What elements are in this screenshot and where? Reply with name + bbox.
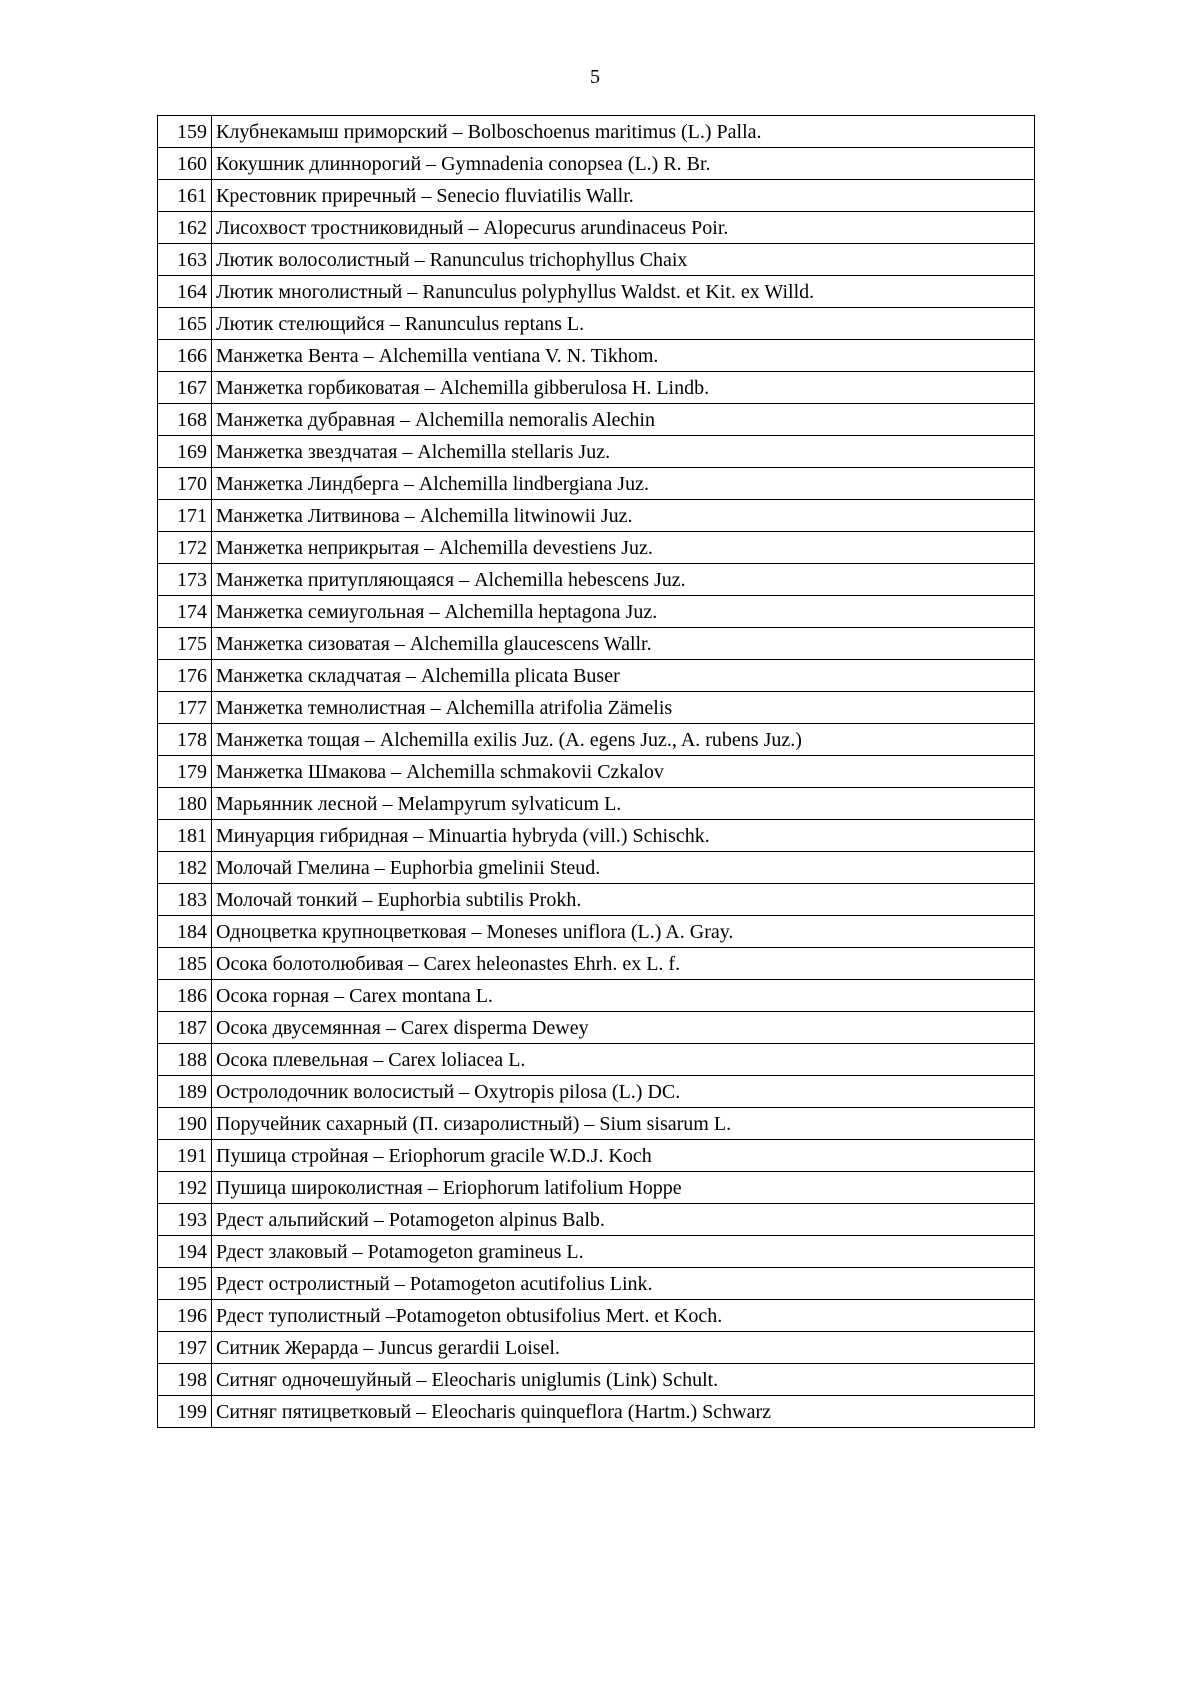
table-row bbox=[158, 116, 1035, 148]
species-name: Манжетка неприкрытая – Alchemilla devestiens Juz. bbox=[212, 532, 1035, 564]
row-number: 182 bbox=[158, 852, 212, 884]
row-number: 195 bbox=[158, 1268, 212, 1300]
table-row bbox=[158, 1332, 1035, 1364]
species-name: Манжетка темнолистная – Alchemilla atrifolia Zämelis bbox=[212, 692, 1035, 724]
species-name: Ситняг пятицветковый – Eleocharis quinqueflora (Hartm.) Schwarz bbox=[212, 1396, 1035, 1428]
species-name: Осока двусемянная – Carex disperma Dewey bbox=[212, 1012, 1035, 1044]
species-name: Манжетка горбиковатая – Alchemilla gibberulosa H. Lindb. bbox=[212, 372, 1035, 404]
table-row bbox=[158, 1236, 1035, 1268]
table-row bbox=[158, 852, 1035, 884]
species-name: Манжетка дубравная – Alchemilla nemoralis Alechin bbox=[212, 404, 1035, 436]
row-number: 174 bbox=[158, 596, 212, 628]
table-row bbox=[158, 244, 1035, 276]
row-number: 169 bbox=[158, 436, 212, 468]
table-row bbox=[158, 724, 1035, 756]
row-number: 190 bbox=[158, 1108, 212, 1140]
table-row bbox=[158, 1044, 1035, 1076]
row-number: 168 bbox=[158, 404, 212, 436]
species-name: Манжетка звездчатая – Alchemilla stellaris Juz. bbox=[212, 436, 1035, 468]
table-row bbox=[158, 148, 1035, 180]
species-name: Манжетка складчатая – Alchemilla plicata Buser bbox=[212, 660, 1035, 692]
row-number: 198 bbox=[158, 1364, 212, 1396]
table-row bbox=[158, 1012, 1035, 1044]
row-number: 165 bbox=[158, 308, 212, 340]
species-name: Одноцветка крупноцветковая – Moneses uniflora (L.) A. Gray. bbox=[212, 916, 1035, 948]
table-row bbox=[158, 1076, 1035, 1108]
table-row bbox=[158, 820, 1035, 852]
species-table-body bbox=[158, 116, 1035, 1428]
row-number: 183 bbox=[158, 884, 212, 916]
row-number: 179 bbox=[158, 756, 212, 788]
table-row bbox=[158, 628, 1035, 660]
row-number: 172 bbox=[158, 532, 212, 564]
row-number: 177 bbox=[158, 692, 212, 724]
species-table bbox=[157, 115, 1035, 1428]
species-name: Манжетка тощая – Alchemilla exilis Juz. (A. egens Juz., A. rubens Juz.) bbox=[212, 724, 1035, 756]
species-name: Минуарция гибридная – Minuartia hybryda (vill.) Schischk. bbox=[212, 820, 1035, 852]
row-number: 189 bbox=[158, 1076, 212, 1108]
row-number: 166 bbox=[158, 340, 212, 372]
species-name: Рдест альпийский – Potamogeton alpinus Balb. bbox=[212, 1204, 1035, 1236]
species-name: Пушица стройная – Eriophorum gracile W.D.J. Koch bbox=[212, 1140, 1035, 1172]
species-name: Лютик многолистный – Ranunculus polyphyllus Waldst. et Kit. ex Willd. bbox=[212, 276, 1035, 308]
species-name: Крестовник приречный – Senecio fluviatilis Wallr. bbox=[212, 180, 1035, 212]
table-row bbox=[158, 436, 1035, 468]
row-number: 180 bbox=[158, 788, 212, 820]
table-row bbox=[158, 1204, 1035, 1236]
table-row bbox=[158, 1300, 1035, 1332]
table-row bbox=[158, 212, 1035, 244]
page-number: 5 bbox=[590, 66, 600, 88]
row-number: 178 bbox=[158, 724, 212, 756]
species-name: Лютик волосолистный – Ranunculus trichophyllus Chaix bbox=[212, 244, 1035, 276]
table-row bbox=[158, 660, 1035, 692]
row-number: 184 bbox=[158, 916, 212, 948]
table-row bbox=[158, 1364, 1035, 1396]
table-row bbox=[158, 1268, 1035, 1300]
species-name: Манжетка семиугольная – Alchemilla heptagona Juz. bbox=[212, 596, 1035, 628]
table-row bbox=[158, 916, 1035, 948]
row-number: 162 bbox=[158, 212, 212, 244]
table-row bbox=[158, 372, 1035, 404]
row-number: 175 bbox=[158, 628, 212, 660]
row-number: 171 bbox=[158, 500, 212, 532]
table-row bbox=[158, 756, 1035, 788]
species-name: Кокушник длиннорогий – Gymnadenia conopsea (L.) R. Br. bbox=[212, 148, 1035, 180]
species-name: Молочай тонкий – Euphorbia subtilis Prokh. bbox=[212, 884, 1035, 916]
table-row bbox=[158, 500, 1035, 532]
table-row bbox=[158, 1396, 1035, 1428]
species-name: Ситник Жерарда – Juncus gerardii Loisel. bbox=[212, 1332, 1035, 1364]
table-row bbox=[158, 532, 1035, 564]
species-name: Лютик стелющийся – Ranunculus reptans L. bbox=[212, 308, 1035, 340]
table-row bbox=[158, 788, 1035, 820]
row-number: 161 bbox=[158, 180, 212, 212]
row-number: 196 bbox=[158, 1300, 212, 1332]
species-name: Манжетка сизоватая – Alchemilla glaucescens Wallr. bbox=[212, 628, 1035, 660]
row-number: 197 bbox=[158, 1332, 212, 1364]
row-number: 194 bbox=[158, 1236, 212, 1268]
row-number: 192 bbox=[158, 1172, 212, 1204]
row-number: 170 bbox=[158, 468, 212, 500]
species-name: Манжетка Линдберга – Alchemilla lindbergiana Juz. bbox=[212, 468, 1035, 500]
row-number: 164 bbox=[158, 276, 212, 308]
table-row bbox=[158, 308, 1035, 340]
row-number: 167 bbox=[158, 372, 212, 404]
species-name: Манжетка притупляющаяся – Alchemilla hebescens Juz. bbox=[212, 564, 1035, 596]
row-number: 191 bbox=[158, 1140, 212, 1172]
species-name: Марьянник лесной – Melampyrum sylvaticum L. bbox=[212, 788, 1035, 820]
table-row bbox=[158, 692, 1035, 724]
species-name: Поручейник сахарный (П. сизаролистный) – Sium sisarum L. bbox=[212, 1108, 1035, 1140]
table-row bbox=[158, 1140, 1035, 1172]
species-name: Молочай Гмелина – Euphorbia gmelinii Steud. bbox=[212, 852, 1035, 884]
species-name: Осока болотолюбивая – Carex heleonastes Ehrh. ex L. f. bbox=[212, 948, 1035, 980]
row-number: 181 bbox=[158, 820, 212, 852]
species-name: Рдест туполистный –Potamogeton obtusifolius Mert. et Koch. bbox=[212, 1300, 1035, 1332]
row-number: 159 bbox=[158, 116, 212, 148]
species-name: Клубнекамыш приморский – Bolboschoenus maritimus (L.) Palla. bbox=[212, 116, 1035, 148]
row-number: 186 bbox=[158, 980, 212, 1012]
table-row bbox=[158, 980, 1035, 1012]
species-name: Осока горная – Carex montana L. bbox=[212, 980, 1035, 1012]
row-number: 187 bbox=[158, 1012, 212, 1044]
row-number: 176 bbox=[158, 660, 212, 692]
row-number: 163 bbox=[158, 244, 212, 276]
species-name: Остролодочник волосистый – Oxytropis pilosa (L.) DC. bbox=[212, 1076, 1035, 1108]
table-row bbox=[158, 948, 1035, 980]
row-number: 193 bbox=[158, 1204, 212, 1236]
table-row bbox=[158, 1108, 1035, 1140]
species-name: Рдест остролистный – Potamogeton acutifolius Link. bbox=[212, 1268, 1035, 1300]
species-name: Манжетка Вента – Alchemilla ventiana V. N. Tikhom. bbox=[212, 340, 1035, 372]
row-number: 185 bbox=[158, 948, 212, 980]
table-row bbox=[158, 1172, 1035, 1204]
row-number: 160 bbox=[158, 148, 212, 180]
row-number: 199 bbox=[158, 1396, 212, 1428]
species-name: Рдест злаковый – Potamogeton gramineus L. bbox=[212, 1236, 1035, 1268]
species-name: Лисохвост тростниковидный – Alopecurus arundinaceus Poir. bbox=[212, 212, 1035, 244]
table-row bbox=[158, 468, 1035, 500]
table-row bbox=[158, 180, 1035, 212]
species-name: Пушица широколистная – Eriophorum latifolium Hoppe bbox=[212, 1172, 1035, 1204]
table-row bbox=[158, 564, 1035, 596]
table-row bbox=[158, 596, 1035, 628]
table-row bbox=[158, 404, 1035, 436]
row-number: 188 bbox=[158, 1044, 212, 1076]
table-row bbox=[158, 340, 1035, 372]
species-name: Ситняг одночешуйный – Eleocharis uniglumis (Link) Schult. bbox=[212, 1364, 1035, 1396]
table-row bbox=[158, 276, 1035, 308]
species-name: Манжетка Литвинова – Alchemilla litwinowii Juz. bbox=[212, 500, 1035, 532]
species-name: Осока плевельная – Carex loliacea L. bbox=[212, 1044, 1035, 1076]
row-number: 173 bbox=[158, 564, 212, 596]
species-name: Манжетка Шмакова – Alchemilla schmakovii Czkalov bbox=[212, 756, 1035, 788]
table-row bbox=[158, 884, 1035, 916]
